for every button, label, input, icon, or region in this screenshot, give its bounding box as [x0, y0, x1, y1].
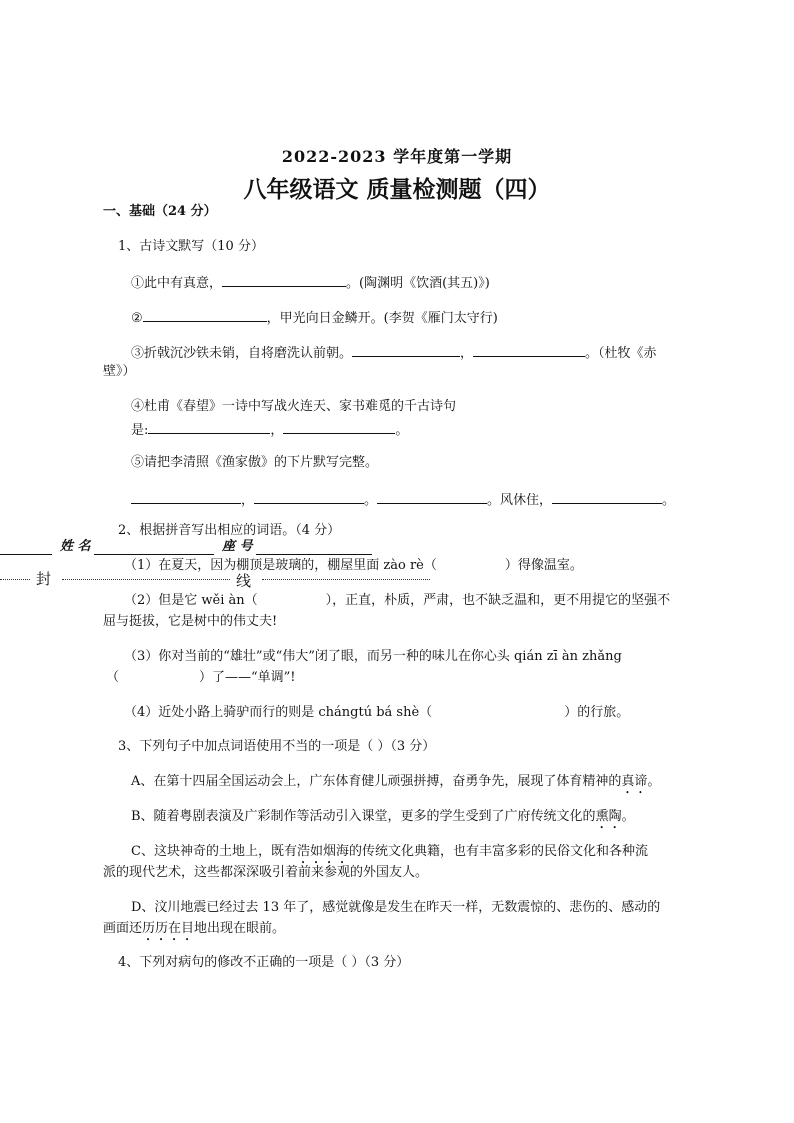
- q1-c-prefix: ③折戟沉沙铁未销，自将磨洗认前朝。: [131, 346, 353, 361]
- q1-e-line1: ⑤请把李清照《渔家傲》的下片默写完整。: [131, 455, 379, 470]
- q3-b-dotted-word: 熏陶: [595, 809, 622, 824]
- q1-c-line2: 壁》）: [103, 364, 136, 379]
- q2-s2-prefix: （2）但是它 wěi àn（: [124, 593, 258, 608]
- q1-e-comma: ，: [241, 493, 255, 508]
- q3-c-pre: C、这块神奇的土地上，既有: [131, 844, 297, 859]
- q1-d-prefix: 是:: [131, 423, 149, 438]
- q1-title: 1、古诗文默写（10 分）: [118, 239, 264, 254]
- seal-dotted-right: [262, 579, 430, 580]
- q2-s4-prefix: （4）近处小路上骑驴而行的则是 chángtú bá shè（: [124, 705, 433, 720]
- q2-s3-line1: （3）你对当前的“雄壮”或“伟大”闭了眼，而另一种的味儿在你心头 qián zī àn zhǎng: [124, 649, 622, 664]
- q2-s4: [124, 704, 629, 722]
- q3-a-text: A、在第十四届全国运动会上，广东体育健儿顽强拼搏，奋勇争先，展现了体育精神的: [131, 774, 622, 789]
- q2-s2-suffix: ），正直，朴质，严肃，也不缺乏温和，更不用提它的坚强不: [325, 593, 671, 608]
- q1-e-blank1[interactable]: [131, 489, 241, 504]
- q2-s2: [124, 592, 670, 610]
- q1-item-b: [131, 307, 498, 328]
- q1-a-blank[interactable]: [222, 272, 346, 287]
- q2-s1-suffix: ）得像温室。: [504, 558, 583, 573]
- q3-d-line1[interactable]: D、汶川地震已经过去 13 年了，感觉就像是发生在昨天一样，无数震惊的、悲伤的、感动的: [131, 900, 661, 915]
- q1-e-text: 。风休住，: [487, 493, 553, 508]
- q2-title: 2、根据拼音写出相应的词语。（4 分）: [118, 523, 341, 538]
- q1-e-blank4[interactable]: [552, 489, 662, 504]
- q1-b-suffix: ，甲光向日金鳞开。(李贺《雁门太守行): [266, 311, 498, 326]
- q2-s3-line2: [106, 669, 296, 687]
- year-line: 2022-2023 学年度第一学期: [281, 147, 513, 166]
- q3-c-dotted-word: 浩如烟海: [296, 844, 349, 859]
- q3-c-post: 的传统文化典籍，也有丰富多彩的民俗文化和各种流: [348, 844, 648, 859]
- q3-option-a[interactable]: [131, 773, 660, 797]
- q1-a-suffix: 。(陶渊明《饮酒(其五)》): [346, 276, 490, 291]
- q1-c-blank1[interactable]: [352, 342, 460, 357]
- q1-d-blank2[interactable]: [283, 419, 395, 434]
- q1-a-prefix: ①此中有真意，: [131, 276, 223, 291]
- q3-b-end: 。: [621, 809, 635, 824]
- q3-b-text: B、随着粤剧表演及广彩制作等活动引入课堂，更多的学生受到了广府传统文化的: [131, 809, 596, 824]
- name-label: 姓 名: [60, 539, 91, 554]
- seat-label: 座 号: [222, 539, 253, 554]
- q3-d-pre: 画面还: [103, 921, 143, 936]
- q2-s1: [124, 557, 583, 575]
- q2-s1-prefix: （1）在夏天，因为棚顶是玻璃的，棚屋里面 zào rè（: [124, 558, 437, 573]
- q3-a-end: 。: [647, 774, 661, 789]
- q1-e-blank2[interactable]: [254, 489, 364, 504]
- q3-d-post: 地出现在眼前。: [194, 921, 286, 936]
- q1-d-mid: ，: [270, 423, 284, 438]
- q1-e-end: 。: [662, 493, 676, 508]
- seal-dotted-mid: [62, 579, 230, 580]
- q1-b-prefix: ②: [131, 311, 143, 326]
- q1-b-blank[interactable]: [143, 307, 267, 322]
- q1-c-blank2[interactable]: [473, 342, 585, 357]
- seal-label: 封: [36, 570, 52, 588]
- q1-c-suffix: 。（杜牧《赤: [585, 346, 657, 361]
- q2-s3-suffix: ）了——“单调”!: [199, 670, 296, 685]
- q1-e-blank3[interactable]: [377, 489, 487, 504]
- q2-s3-open: （: [106, 670, 120, 685]
- q1-item-a: [131, 272, 490, 293]
- exam-title: 八年级语文 质量检测题（四）: [243, 177, 551, 203]
- name-field[interactable]: [94, 540, 214, 555]
- q3-a-dotted-word: 真谛: [621, 774, 648, 789]
- q2-s4-suffix: ）的行旅。: [564, 705, 630, 720]
- q1-item-e: [131, 489, 675, 510]
- q1-c-mid: ，: [460, 346, 474, 361]
- q1-d-suffix: 。: [395, 423, 409, 438]
- seat-field[interactable]: [256, 540, 372, 555]
- q3-option-b[interactable]: [131, 808, 635, 832]
- q1-item-c: [131, 342, 657, 363]
- class-blank[interactable]: [0, 540, 52, 555]
- q3-c-line2: 派的现代艺术，这些都深深吸引着前来参观的外国友人。: [103, 865, 429, 880]
- q3-title: 3、下列句子中加点词语使用不当的一项是（ ）（3 分）: [118, 739, 436, 754]
- q3-d-line2: [103, 920, 285, 944]
- q3-d-dotted-word: 历历在目: [142, 921, 195, 936]
- q1-item-d: [131, 419, 408, 440]
- q1-d-line1: ④杜甫《春望》一诗中写战火连天、家书难觅的千古诗句: [131, 399, 457, 414]
- section-heading: 一、基础（24 分）: [103, 204, 217, 219]
- q1-d-blank1[interactable]: [148, 419, 270, 434]
- q1-e-period: 。: [364, 493, 378, 508]
- line-label: 线: [236, 572, 252, 590]
- q2-s2-line2: 屈与挺拔，它是树中的伟丈夫!: [103, 614, 278, 629]
- seal-dotted-left: [0, 579, 30, 580]
- q4-title: 4、下列对病句的修改不正确的一项是（ ）（3 分）: [118, 955, 410, 970]
